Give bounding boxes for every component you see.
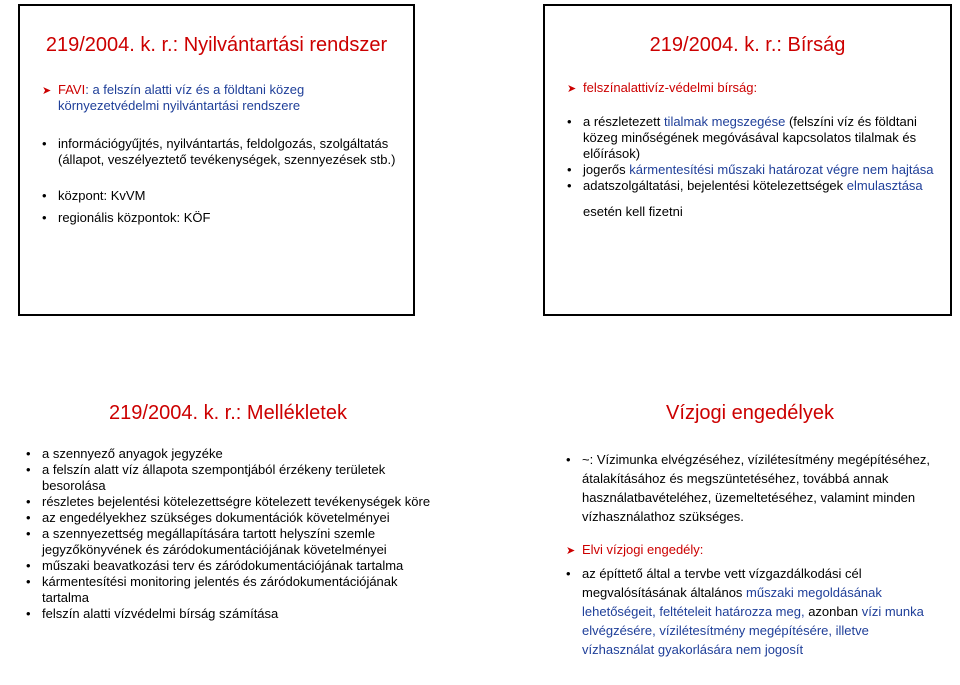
slide-body: [566, 450, 940, 659]
slide-body: [42, 82, 399, 226]
birsag-closing: esetén kell fizetni: [583, 204, 683, 219]
slide-mellekletek: [18, 382, 438, 682]
list-item: • a felszín alatt víz állapota szempontjából érzékeny területek besorolása: [26, 462, 434, 494]
birsag-item-tilalmak: • a részletezett tilalmak megszegése (felszíni víz és földtani közeg minőségének megóvásával kapcsolatos tilalmak és előírások): [567, 114, 936, 162]
elvi-engedely-item: • az építtető által a tervbe vett vízgazdálkodási cél megvalósításának általános műszaki megoldásának lehetőségeit, feltételeit határozza meg, azonban vízi munka elvégzésére, vízilétesítmény megépítésére, illetve vízhasználat gyakorlására nem jogosít: [566, 564, 940, 659]
favi-term: FAVI: [58, 82, 86, 97]
elvi-engedely-subtitle: ➤ Elvi vízjogi engedély:: [566, 542, 704, 557]
favi-item: [42, 82, 399, 114]
slide-body: [567, 80, 936, 220]
slide-title: 219/2004. k. r.: Nyilvántartási rendszer: [45, 34, 388, 56]
vizjogi-definition: • ~: Vízimunka elvégzéséhez, vízilétesítmény megépítéséhez, átalakításához és megszüntetéséhez, továbbá annak használatbavételéhez, üzemeltetéséhez, valamint minden vízhasználathoz szükséges.: [566, 450, 940, 526]
kozpont-item: • központ: KvVM: [42, 188, 399, 204]
mellekletek-list: [26, 446, 434, 622]
list-item: • a szennyezettség megállapítására tartott helyszíni szemle jegyzőkönyvének és záródokumentációjának követelményei: [26, 526, 434, 558]
slide-title: 219/2004. k. r.: Mellékletek: [109, 402, 347, 424]
arrow-bullet-icon: ➤: [567, 83, 577, 95]
info-item: • információgyűjtés, nyilvántartás, feldolgozás, szolgáltatás (állapot, veszélyeztető tevékenységek, szennyezések stb.): [42, 136, 399, 168]
list-item: • részletes bejelentési kötelezettségre kötelezett tevékenységek köre: [26, 494, 434, 510]
slide-nyilvantartasi-rendszer: [18, 4, 415, 316]
list-item: • a szennyező anyagok jegyzéke: [26, 446, 434, 462]
list-item: • az engedélyekhez szükséges dokumentációk követelményei: [26, 510, 434, 526]
slide-title: 219/2004. k. r.: Bírság: [649, 34, 846, 56]
arrow-bullet-icon: ➤: [42, 85, 52, 97]
slide-title: Vízjogi engedélyek: [666, 402, 834, 424]
arrow-bullet-icon: ➤: [566, 545, 576, 557]
slide-vizjogi-engedelyek: [548, 382, 952, 682]
regionalis-item: • regionális központok: KÖF: [42, 210, 399, 226]
slide-birsag: [543, 4, 952, 316]
favi-description: : a felszín alatti víz és a földtani közeg környezetvédelmi nyilvántartási rendszere: [58, 82, 305, 113]
list-item: • felszín alatti vízvédelmi bírság számítása: [26, 606, 434, 622]
list-item: • műszaki beavatkozási terv és záródokumentációjának tartalma: [26, 558, 434, 574]
birsag-subtitle: ➤ felszínalattivíz-védelmi bírság:: [567, 80, 758, 95]
birsag-item-adatszolgaltatas: • adatszolgáltatási, bejelentési kötelezettségek elmulasztása: [567, 178, 936, 194]
birsag-item-jogeros: • jogerős kármentesítési műszaki határozat végre nem hajtása: [567, 162, 936, 178]
list-item: • kármentesítési monitoring jelentés és záródokumentációjának tartalma: [26, 574, 434, 606]
